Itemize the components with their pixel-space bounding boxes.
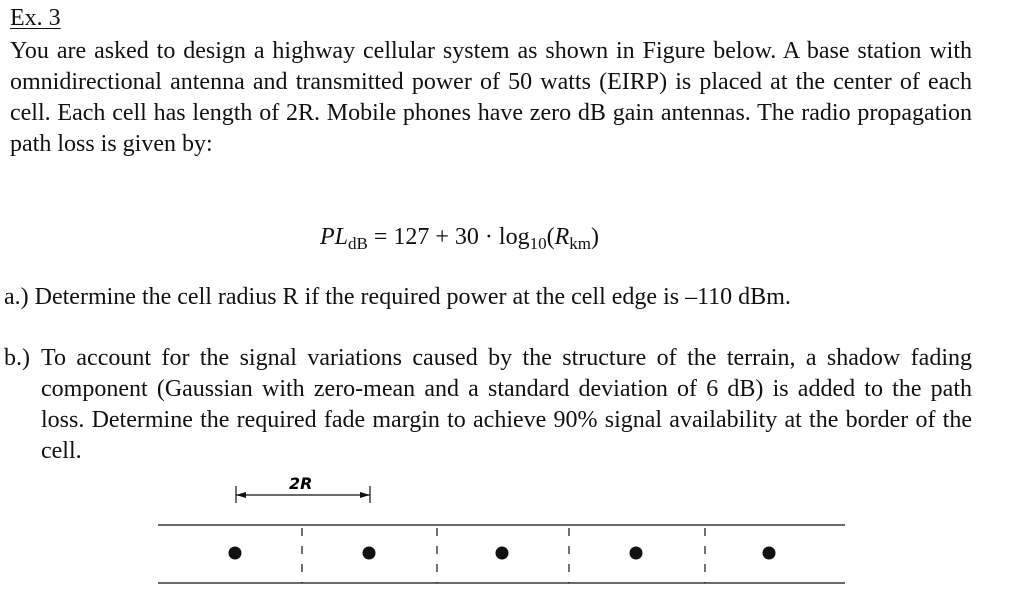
question-b-label: b.): [4, 345, 30, 371]
base-station-dot: [630, 547, 643, 560]
formula-log-base: 10: [529, 234, 547, 253]
formula-arg-subscript: km: [569, 234, 591, 253]
question-b-text: To account for the signal variations caused by the structure of the terrain, a shadow fading component (Gaussian with zero-mean and a standard deviation of 6 dB) is added to the path loss. Determine the required fade margin to achieve 90% signal availability at the border of the cell.: [41, 345, 972, 464]
question-a-text: Determine the cell radius R if the required power at the cell edge is –110 dBm.: [34, 284, 791, 310]
formula-lhs-subscript: dB: [348, 234, 368, 253]
formula-arg-symbol: R: [554, 224, 570, 250]
base-station-dot: [229, 547, 242, 560]
formula-rhs: = 127 + 30 · log: [373, 224, 530, 250]
base-station-dot: [496, 547, 509, 560]
question-a-label: a.): [4, 284, 29, 310]
base-station-dot: [763, 547, 776, 560]
base-stations: [229, 547, 776, 560]
dimension-label: 2R: [289, 474, 313, 493]
formula-lhs-symbol: PL: [320, 224, 349, 250]
exercise-title: Ex. 3: [10, 5, 61, 31]
formula-paren-open: (: [546, 224, 555, 250]
base-station-dot: [363, 547, 376, 560]
problem-statement: You are asked to design a highway cellular system as shown in Figure below. A base station with omnidirectional antenna and transmitted power of 50 watts (EIRP) is placed at the center of each cell. Each cell has length of 2R. Mobile phones have zero dB gain antennas. The radio propagation path loss is given by:: [10, 38, 972, 157]
formula-paren-close: ): [591, 224, 599, 250]
